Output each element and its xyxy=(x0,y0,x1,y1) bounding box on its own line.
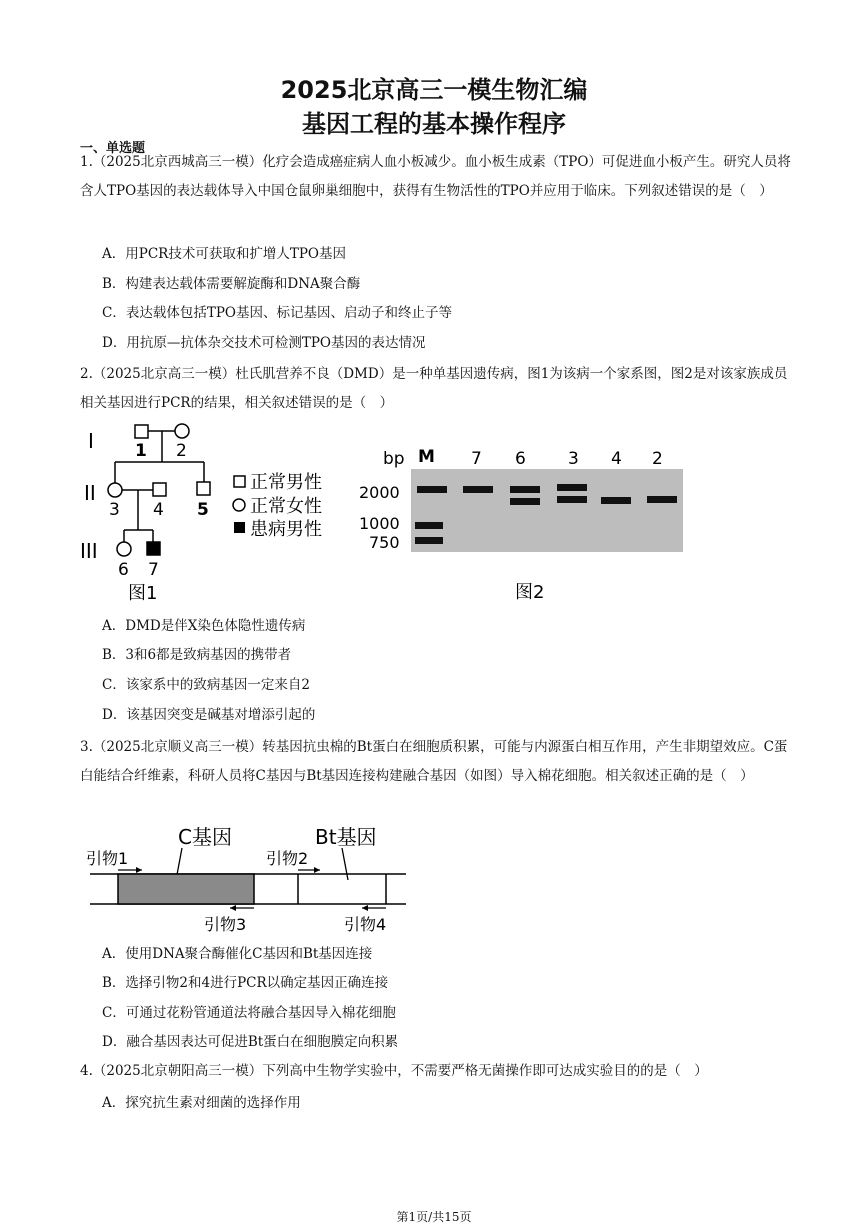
person-5-normal-male xyxy=(197,482,210,495)
gel-background xyxy=(411,469,683,552)
q4-option-a: A．探究抗生素对细菌的选择作用 xyxy=(102,1095,301,1111)
q4-stem: 4.（2025北京朝阳高三一模）下列高中生物学实验中，不需要严格无菌操作即可达成实验目的的是（ ） xyxy=(80,1063,708,1079)
person-6-normal-female xyxy=(117,542,131,556)
fig2-caption: 图2 xyxy=(515,582,545,603)
legend-normal-male: 正常男性 xyxy=(250,472,322,493)
marker-1000: 1000 xyxy=(359,514,400,533)
band-m-750 xyxy=(415,537,443,544)
legend-normal-female-icon xyxy=(233,499,245,511)
q2-option-b: B．3和6都是致病基因的携带者 xyxy=(102,647,292,663)
q2-stem: 2.（2025北京高三一模）杜氏肌营养不良（DMD）是一种单基因遗传病，图1为该病一个家系图，图2是对该家族成员相关基因进行PCR的结果，相关叙述错误的是（ ） xyxy=(80,366,788,411)
person-7-affected-male xyxy=(147,542,160,555)
q2-option-d: D．该基因突变是碱基对增添引起的 xyxy=(102,707,316,723)
lane-2-label: 2 xyxy=(652,449,663,469)
lane-4-label: 4 xyxy=(611,449,622,469)
marker-2000: 2000 xyxy=(359,483,400,502)
legend-normal-male-icon xyxy=(234,476,245,487)
band-m-2000 xyxy=(417,486,447,493)
section-heading: 一、单选题 xyxy=(80,141,146,156)
band-6-lower xyxy=(510,498,540,505)
c-gene-label: C基因 xyxy=(178,825,232,849)
lane-3-label: 3 xyxy=(568,449,579,469)
bp-label: bp xyxy=(383,449,405,469)
q1-option-a: A．用PCR技术可获取和扩增人TPO基因 xyxy=(102,246,346,262)
person-1-normal-male xyxy=(135,425,148,438)
id-3: 3 xyxy=(109,500,120,520)
q1-option-c: C．表达载体包括TPO基因、标记基因、启动子和终止子等 xyxy=(102,305,452,321)
doc-subtitle: 基因工程的基本操作程序 xyxy=(302,110,566,138)
q3-option-a: A．使用DNA聚合酶催化C基因和Bt基因连接 xyxy=(102,946,373,962)
q1-option-b: B．构建表达载体需要解旋酶和DNA聚合酶 xyxy=(102,276,361,292)
gen-1-label: I xyxy=(88,429,94,453)
doc-title: 2025北京高三一模生物汇编 xyxy=(280,76,588,104)
q3-stem: 3.（2025北京顺义高三一模）转基因抗虫棉的Bt蛋白在细胞质积累，可能与内源蛋白相互作用，产生非期望效应。C蛋白能结合纤维素，科研人员将C基因与Bt基因连接构建融合基因（如图）导入棉花细胞。相关叙述正确的是（ ） xyxy=(80,739,788,784)
band-4 xyxy=(601,497,631,504)
fig1-caption: 图1 xyxy=(128,583,158,604)
band-2 xyxy=(647,496,677,503)
q3-option-c: C．可通过花粉管通道法将融合基因导入棉花细胞 xyxy=(102,1005,396,1021)
id-6: 6 xyxy=(118,560,129,580)
fusion-gene-figure xyxy=(80,818,420,940)
id-4: 4 xyxy=(153,500,164,520)
marker-750: 750 xyxy=(369,533,400,552)
primer-4-label: 引物4 xyxy=(344,915,387,934)
page-footer: 第1页/共15页 xyxy=(396,1210,472,1224)
band-m-1000 xyxy=(415,522,443,529)
lane-6-label: 6 xyxy=(515,449,526,469)
id-7: 7 xyxy=(148,560,159,580)
q3-option-b: B．选择引物2和4进行PCR以确定基因正确连接 xyxy=(102,975,389,991)
q1-stem: 1.（2025北京西城高三一模）化疗会造成癌症病人血小板减少。血小板生成素（TPO）可促进血小板产生。研究人员将含人TPO基因的表达载体导入中国仓鼠卵巢细胞中，获得有生物活性的TPO并应用于临床。下列叙述错误的是（ ） xyxy=(80,154,791,199)
person-2-normal-female xyxy=(175,424,189,438)
q1-option-d: D．用抗原—抗体杂交技术可检测TPO基因的表达情况 xyxy=(102,335,426,351)
legend-affected-male-icon xyxy=(234,522,245,533)
gen-2-label: II xyxy=(84,481,96,505)
q2-option-c: C．该家系中的致病基因一定来自2 xyxy=(102,677,310,693)
id-5: 5 xyxy=(197,500,209,520)
gen-3-label: III xyxy=(80,539,98,563)
primer-1-label: 引物1 xyxy=(86,849,129,868)
legend-normal-female: 正常女性 xyxy=(250,496,322,517)
band-3-upper xyxy=(557,484,587,491)
c-gene-segment xyxy=(118,874,254,904)
q3-option-d: D．融合基因表达可促进Bt蛋白在细胞膜定向积累 xyxy=(102,1034,399,1050)
lane-7-label: 7 xyxy=(471,449,482,469)
lane-m-label: M xyxy=(418,447,435,467)
primer-2-label: 引物2 xyxy=(266,849,309,868)
person-4-normal-male xyxy=(153,483,166,496)
gel-figure xyxy=(355,440,695,610)
pedigree-figure xyxy=(80,418,350,608)
bt-gene-label: Bt基因 xyxy=(315,825,377,849)
band-6-upper xyxy=(510,486,540,493)
band-7-upper xyxy=(463,486,493,493)
id-2: 2 xyxy=(176,441,187,461)
legend-affected-male: 患病男性 xyxy=(250,519,322,540)
q2-option-a: A．DMD是伴X染色体隐性遗传病 xyxy=(102,618,306,634)
band-3-lower xyxy=(557,496,587,503)
primer-3-label: 引物3 xyxy=(204,915,247,934)
person-3-normal-female xyxy=(108,483,122,497)
id-1: 1 xyxy=(135,441,147,461)
